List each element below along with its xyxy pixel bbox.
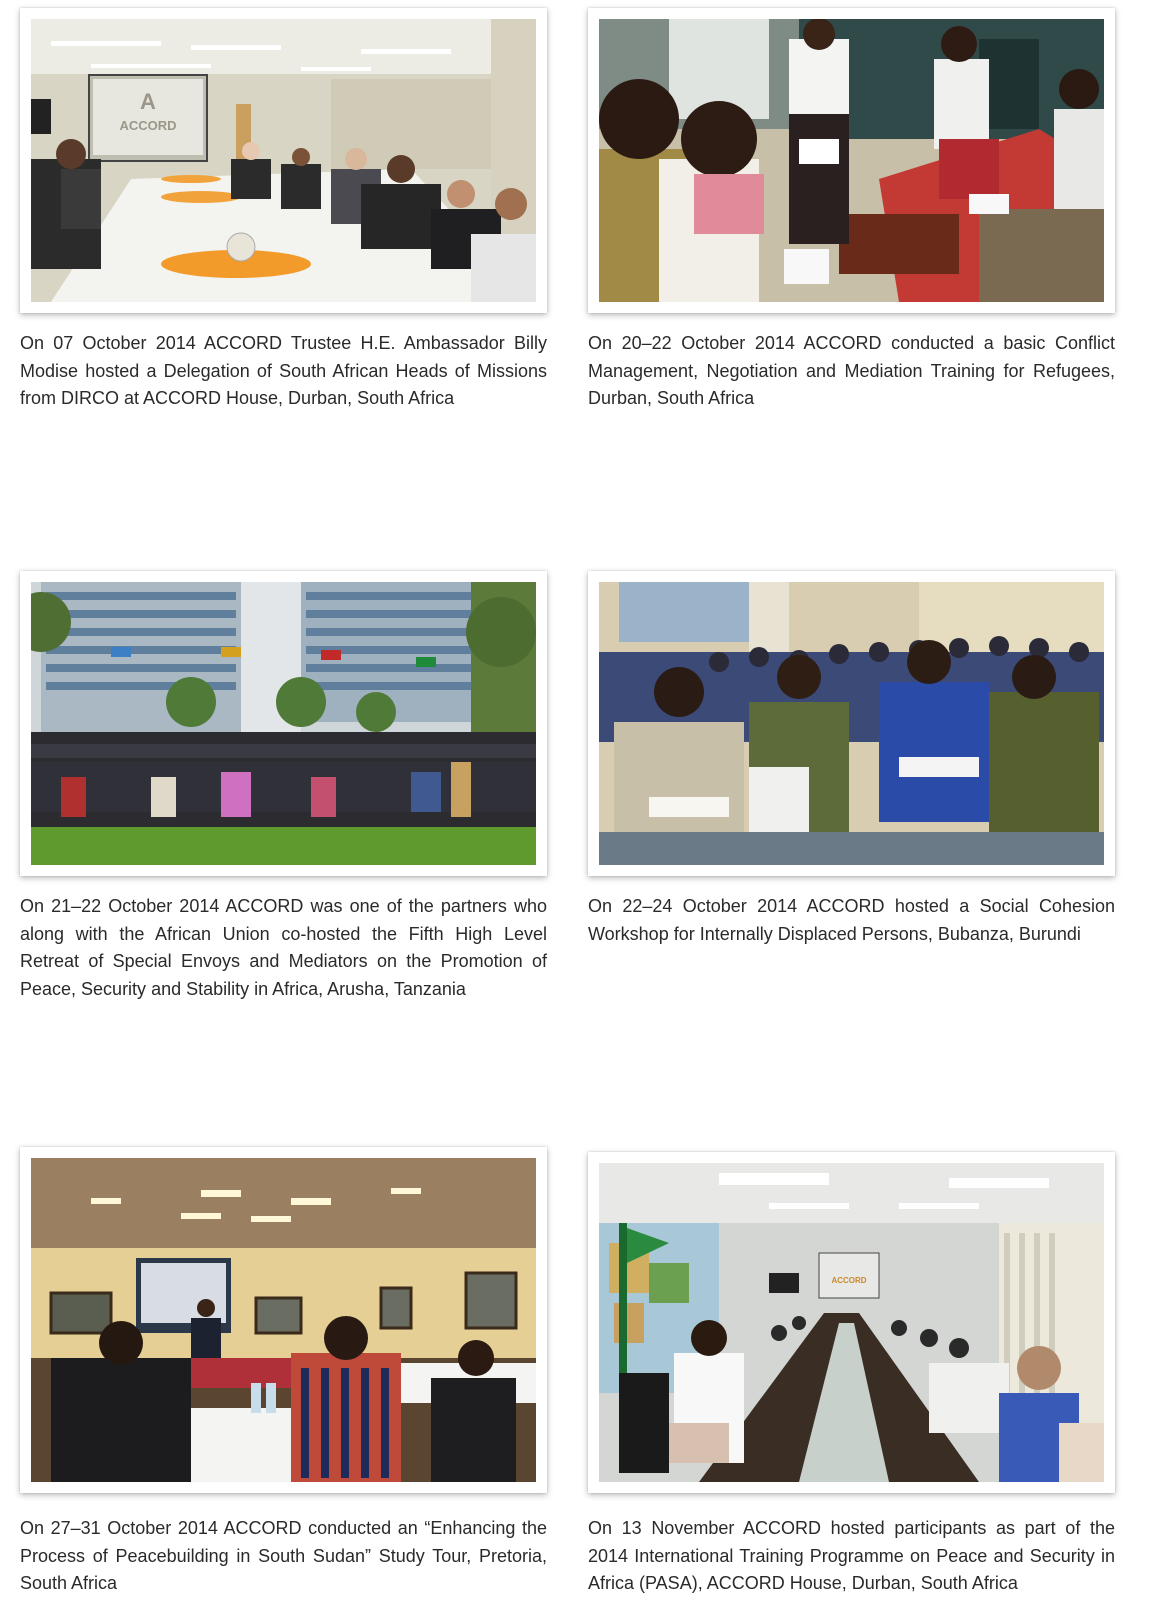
photo-caption-6: On 13 November ACCORD hosted participants as part of the 2014 International Training Programme on Peace and Security in Africa (PASA), ACCORD House, Durban, South Africa (588, 1518, 1115, 1593)
photo-caption-5: On 27–31 October 2014 ACCORD conducted an “Enhancing the Process of Peacebuilding in South Sudan” Study Tour, Pretoria, South Africa (20, 1518, 547, 1593)
photo-card-5 (20, 1147, 547, 1493)
photo-bubanza-workshop (599, 582, 1104, 865)
photo-card-2 (588, 8, 1115, 313)
photo-pasa-training (599, 1163, 1104, 1482)
photo-caption-4: On 22–24 October 2014 ACCORD hosted a Social Cohesion Workshop for Internally Displaced Persons, Bubanza, Burundi (588, 896, 1115, 944)
screen-logo-text-6: ACCORD (831, 1276, 867, 1285)
photo-group-arusha (31, 582, 536, 865)
photo-card-1 (20, 8, 547, 313)
photo-card-3 (20, 571, 547, 876)
photo-caption-1: On 07 October 2014 ACCORD Trustee H.E. Ambassador Billy Modise hosted a Delegation of South African Heads of Missions from DIRCO at ACCORD House, Durban, South Africa (20, 333, 547, 408)
photo-caption-3: On 21–22 October 2014 ACCORD was one of the partners who along with the African Union co-hosted the Fifth High Level Retreat of Special Envoys and Mediators on the Promotion of Peace, Security and Stability in Africa, Arusha, Tanzania (20, 896, 547, 999)
photo-card-4 (588, 571, 1115, 876)
photo-boardroom-meeting (31, 19, 536, 302)
screen-logo-text-1: ACCORD (119, 118, 177, 133)
photo-study-tour (31, 1158, 536, 1482)
photo-refugee-training (599, 19, 1104, 302)
photo-card-6 (588, 1152, 1115, 1493)
photo-caption-2: On 20–22 October 2014 ACCORD conducted a basic Conflict Management, Negotiation and Mediation Training for Refugees, Durban, South Africa (588, 333, 1115, 408)
svg-text:A: A (140, 89, 156, 114)
